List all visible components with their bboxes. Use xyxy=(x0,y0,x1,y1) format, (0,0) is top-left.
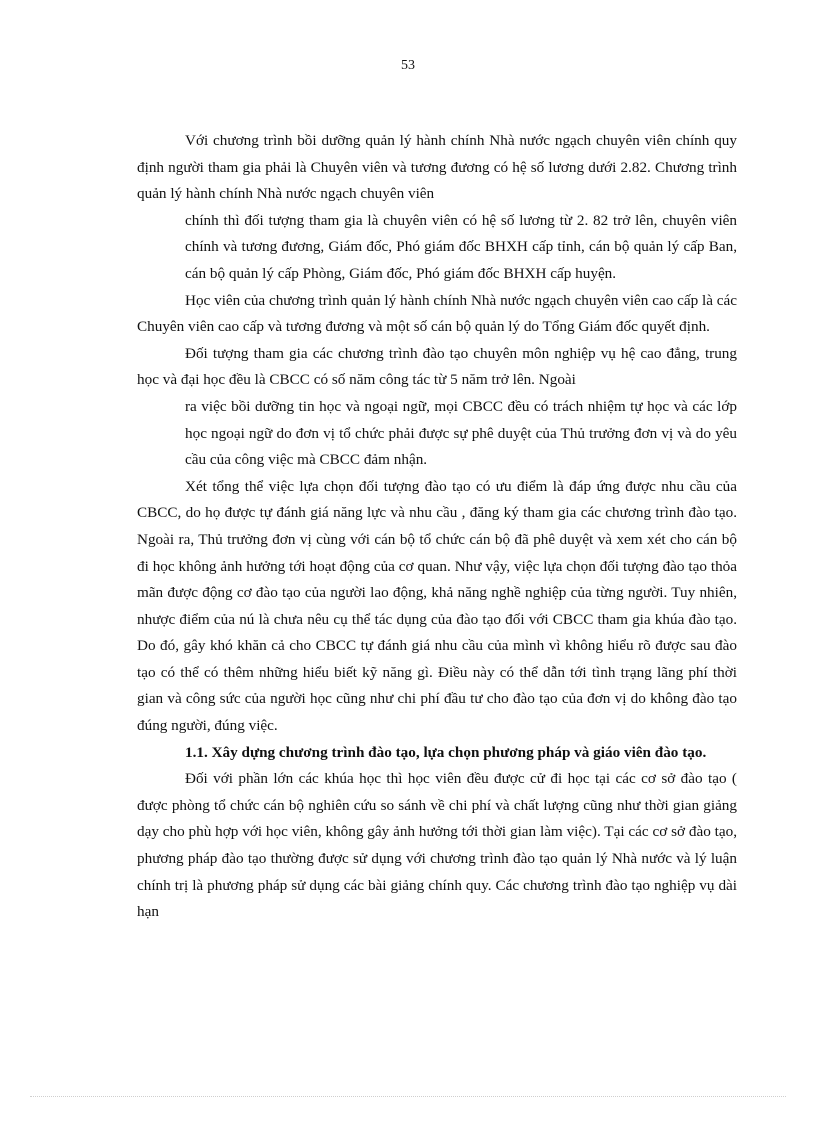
document-body xyxy=(137,128,737,926)
paragraph-4: Đối tượng tham gia các chương trình đào tạo chuyên môn nghiệp vụ hệ cao đẳng, trung học và đại học đều là CBCC có số năm công tác từ 5 năm trở lên. Ngoài xyxy=(137,344,737,389)
paragraph-1: Với chương trình bồi dưỡng quản lý hành chính Nhà nước ngạch chuyên viên chính quy định người tham gia phải là Chuyên viên và tương đương có hệ số lương dưới 2.82. Chương trình quản lý hành chính Nhà nước ngạch chuyên viên xyxy=(137,132,737,203)
paragraph-3: Học viên của chương trình quản lý hành chính Nhà nước ngạch chuyên viên cao cấp là các Chuyên viên cao cấp và tương đương và một số cán bộ quản lý do Tổng Giám đốc quyết định. xyxy=(137,291,737,336)
paragraph-6: Xét tổng thể việc lựa chọn đối tượng đào tạo có ưu điểm là đáp ứng được nhu cầu của CBCC, do họ được tự đánh giá năng lực và nhu cầu , đăng ký tham gia các chương trình đào tạo. Ngoài ra, Thủ trưởng đơn vị cùng với cán bộ tổ chức cán bộ đã phê duyệt và xem xét cho cán bộ đi học không ảnh hưởng tới hoạt động của cơ quan. Như vậy, việc lựa chọn đối tượng đào tạo thỏa mãn được động cơ đào tạo của người lao động, khả năng nghề nghiệp của từng người. Tuy nhiên, nhược điểm của nú là chưa nêu cụ thể tác dụng của đào tạo đối với CBCC tham gia khúa đào tạo. Do đó, gây khó khăn cả cho CBCC tự đánh giá nhu cầu của mình vì không hiểu rõ được sau đào tạo có thể có thêm những hiểu biết kỹ năng gì. Điều này có thể dẫn tới tình trạng lãng phí thời gian và công sức của người học cũng như chi phí đầu tư cho đào tạo của đơn vị do không đào tạo đúng người, đúng việc. xyxy=(137,477,737,735)
page-bottom-divider xyxy=(30,1096,786,1097)
paragraph-5: ra việc bồi dưỡng tin học và ngoại ngữ, mọi CBCC đều có trách nhiệm tự học và các lớp học ngoại ngữ do đơn vị tổ chức phải được sự phê duyệt của Thủ trưởng đơn vị và do yêu cầu của công việc mà CBCC đảm nhận. xyxy=(185,397,737,469)
paragraph-2: chính thì đối tượng tham gia là chuyên viên có hệ số lương từ 2. 82 trở lên, chuyên viên chính và tương đương, Giám đốc, Phó giám đốc BHXH cấp tỉnh, cán bộ quản lý cấp Ban, cán bộ quản lý cấp Phòng, Giám đốc, Phó giám đốc BHXH cấp huyện. xyxy=(185,211,737,282)
section-heading: 1.1. Xây dựng chương trình đào tạo, lựa chọn phương pháp và giáo viên đào tạo. xyxy=(185,743,707,761)
page-number: 53 xyxy=(401,58,415,73)
paragraph-7: Đối với phần lớn các khúa học thì học viên đều được cử đi học tại các cơ sở đào tạo ( được phòng tổ chức cán bộ nghiên cứu so sánh về chi phí và chất lượng cũng như thời gian giảng dạy cho phù hợp với học viên, không gây ảnh hưởng tới thời gian làm việc). Tại các cơ sở đào tạo, phương pháp đào tạo thường được sử dụng với chương trình đào tạo quản lý Nhà nước và lý luận chính trị là phương pháp sử dụng các bài giảng chính quy. Các chương trình đào tạo nghiệp vụ dài hạn xyxy=(137,770,737,921)
